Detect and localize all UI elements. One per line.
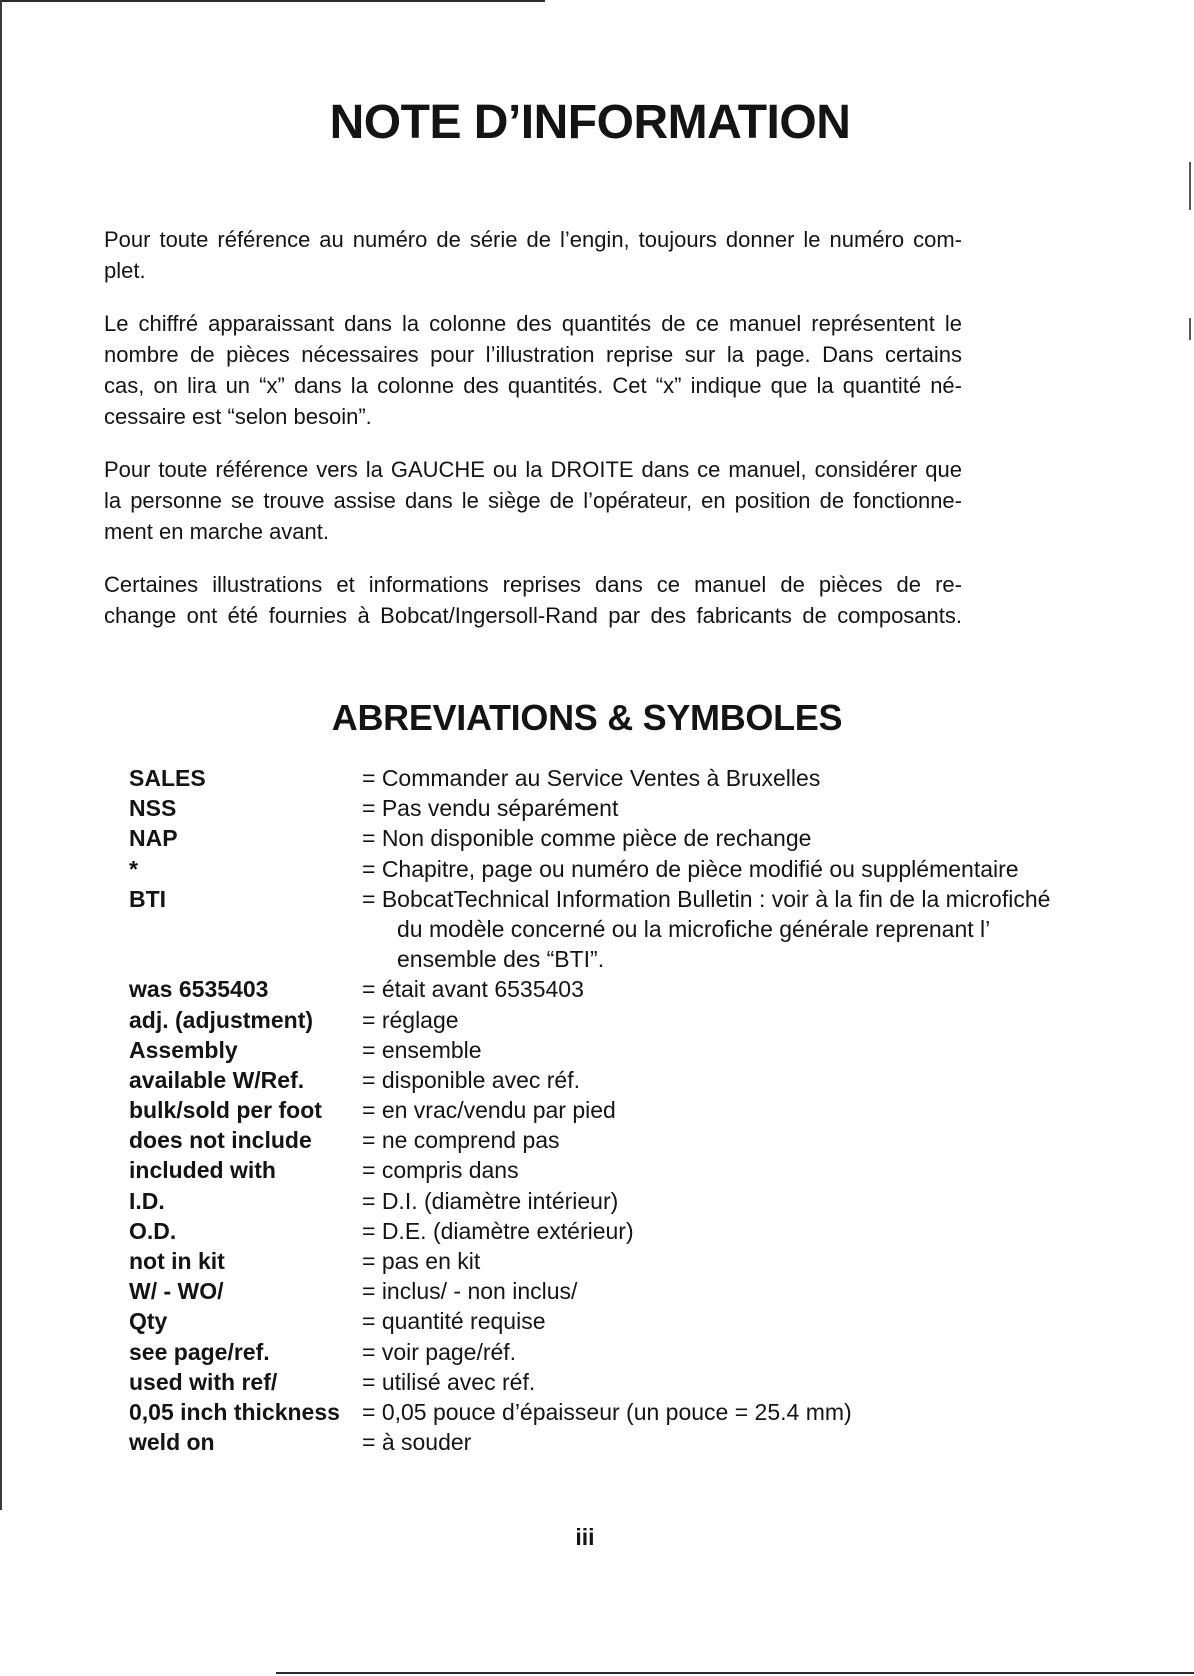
abbreviation-term: available W/Ref.: [129, 1066, 305, 1093]
abbreviation-row: [129, 1397, 1129, 1427]
abbreviation-term: BTI: [129, 885, 167, 912]
page-number: iii: [575, 1524, 595, 1550]
paragraph-line: nombre de pièces nécessaires pour l’illustration reprise sur la page. Dans certains: [104, 342, 962, 367]
paragraph: [104, 454, 962, 547]
abbreviation-term: Qty: [129, 1308, 168, 1335]
abbreviation-meaning: = ensemble: [362, 1036, 482, 1063]
paragraph-line: Pour toute référence au numéro de série de l’engin, toujours donner le numéro com-: [104, 227, 962, 252]
abbreviation-row: [129, 1186, 1129, 1216]
abbreviation-meaning: = pas en kit: [362, 1248, 481, 1274]
abbreviation-meaning: = réglage: [362, 1006, 459, 1033]
abbreviation-term: NSS: [129, 795, 177, 822]
abbreviation-meaning: = inclus/ - non inclus/: [362, 1278, 578, 1305]
abbreviation-row: [129, 1246, 1129, 1276]
paragraph: [104, 569, 962, 631]
abbreviation-row: [129, 1005, 1129, 1035]
abbreviation-term: I.D.: [129, 1187, 165, 1214]
paragraph: [104, 224, 962, 286]
abbreviation-meaning: = Pas vendu séparément: [362, 795, 619, 822]
scan-edge-right-mark: [1189, 318, 1191, 340]
abbreviation-term: O.D.: [129, 1217, 177, 1244]
abbreviation-meaning: = était avant 6535403: [362, 976, 584, 1003]
abbreviation-row: [129, 823, 1129, 853]
paragraph-line: change ont été fournies à Bobcat/Ingersoll-Rand par des fabricants de composants.: [104, 603, 962, 628]
abbreviation-row: [129, 1035, 1129, 1065]
abbreviation-term: adj. (adjustment): [129, 1006, 314, 1033]
abbreviation-term: see page/ref.: [129, 1338, 270, 1365]
abbreviation-row: [129, 1155, 1129, 1185]
abbreviation-term-empty: [129, 914, 362, 944]
abbreviation-continuation-row: [129, 944, 1129, 974]
abbreviation-term: not in kit: [129, 1248, 225, 1274]
page-title: NOTE D’INFORMATION: [329, 96, 851, 149]
abbreviation-row: [129, 1427, 1129, 1457]
paragraph-line: Le chiffré apparaissant dans la colonne des quantités de ce manuel représentent le: [104, 311, 962, 336]
abbreviation-row: [129, 793, 1129, 823]
abbreviation-meaning-continuation: ensemble des “BTI”.: [397, 946, 605, 973]
abbreviation-meaning: = Chapitre, page ou numéro de pièce modifié ou supplémentaire: [362, 855, 1019, 882]
abbreviation-meaning: = compris dans: [362, 1157, 519, 1184]
abbreviation-term: bulk/sold per foot: [129, 1097, 322, 1124]
abbreviation-meaning: = utilisé avec réf.: [362, 1368, 536, 1395]
abbreviation-term: used with ref/: [129, 1368, 278, 1395]
abbreviation-term: *: [129, 855, 138, 882]
abbreviation-term: Assembly: [129, 1036, 238, 1063]
abbreviations-heading: ABREVIATIONS & SYMBOLES: [331, 697, 843, 738]
abbreviations-table: [129, 763, 1129, 1457]
abbreviation-term: weld on: [129, 1429, 215, 1456]
scan-edge-bottom: [276, 1672, 1194, 1674]
paragraph-line: plet.: [104, 258, 146, 283]
abbreviation-row: [129, 854, 1129, 884]
paragraph: [104, 308, 962, 432]
abbreviation-meaning: = D.I. (diamètre intérieur): [362, 1187, 619, 1214]
scan-edge-left: [0, 0, 2, 1510]
abbreviation-term: was 6535403: [129, 976, 269, 1003]
abbreviation-meaning: = Commander au Service Ventes à Bruxelles: [362, 765, 821, 791]
paragraph-line: cas, on lira un “x” dans la colonne des quantités. Cet “x” indique que la quantité né-: [104, 373, 962, 398]
abbreviation-row: [129, 1125, 1129, 1155]
paragraph-line: ment en marche avant.: [104, 519, 330, 544]
abbreviation-term-empty: [129, 944, 362, 974]
abbreviation-meaning: = BobcatTechnical Information Bulletin : voir à la fin de la microfiché: [362, 885, 1051, 912]
paragraph-line: la personne se trouve assise dans le siège de l’opérateur, en position de fonctionne-: [104, 488, 962, 513]
abbreviation-meaning: = 0,05 pouce d’épaisseur (un pouce = 25.4 mm): [362, 1398, 852, 1425]
abbreviation-row: [129, 1276, 1129, 1306]
abbreviation-term: SALES: [129, 765, 206, 791]
abbreviation-row: [129, 1095, 1129, 1125]
abbreviation-term: 0,05 inch thickness: [129, 1398, 340, 1425]
paragraph-line: cessaire est “selon besoin”.: [104, 404, 372, 429]
abbreviation-meaning: = en vrac/vendu par pied: [362, 1097, 616, 1124]
abbreviation-row: [129, 884, 1129, 914]
abbreviation-row: [129, 1065, 1129, 1095]
abbreviation-row: [129, 1337, 1129, 1367]
paragraph-line: Pour toute référence vers la GAUCHE ou la DROITE dans ce manuel, considérer que: [104, 457, 962, 482]
abbreviation-meaning: = ne comprend pas: [362, 1127, 560, 1154]
abbreviation-term: W/ - WO/: [129, 1278, 224, 1305]
abbreviation-meaning: = voir page/réf.: [362, 1338, 517, 1365]
scan-edge-right-mark: [1189, 162, 1191, 210]
abbreviation-row: [129, 1367, 1129, 1397]
paragraph-line: Certaines illustrations et informations reprises dans ce manuel de pièces de re-: [104, 572, 962, 597]
abbreviation-meaning: = disponible avec réf.: [362, 1066, 580, 1093]
abbreviation-meaning-continuation: du modèle concerné ou la microfiche générale reprenant l’: [397, 915, 991, 942]
abbreviation-meaning: = D.E. (diamètre extérieur): [362, 1217, 634, 1244]
information-text: [104, 224, 962, 631]
abbreviation-term: NAP: [129, 825, 178, 852]
abbreviation-meaning: = quantité requise: [362, 1308, 546, 1335]
abbreviation-row: [129, 974, 1129, 1004]
abbreviation-row: [129, 1306, 1129, 1336]
abbreviation-meaning: = Non disponible comme pièce de rechange: [362, 825, 812, 852]
scan-edge-top: [0, 0, 545, 2]
abbreviation-continuation-row: [129, 914, 1129, 944]
abbreviation-term: included with: [129, 1157, 276, 1184]
abbreviation-row: [129, 763, 1129, 793]
abbreviation-row: [129, 1216, 1129, 1246]
abbreviation-term: does not include: [129, 1127, 312, 1154]
abbreviation-meaning: = à souder: [362, 1429, 472, 1456]
